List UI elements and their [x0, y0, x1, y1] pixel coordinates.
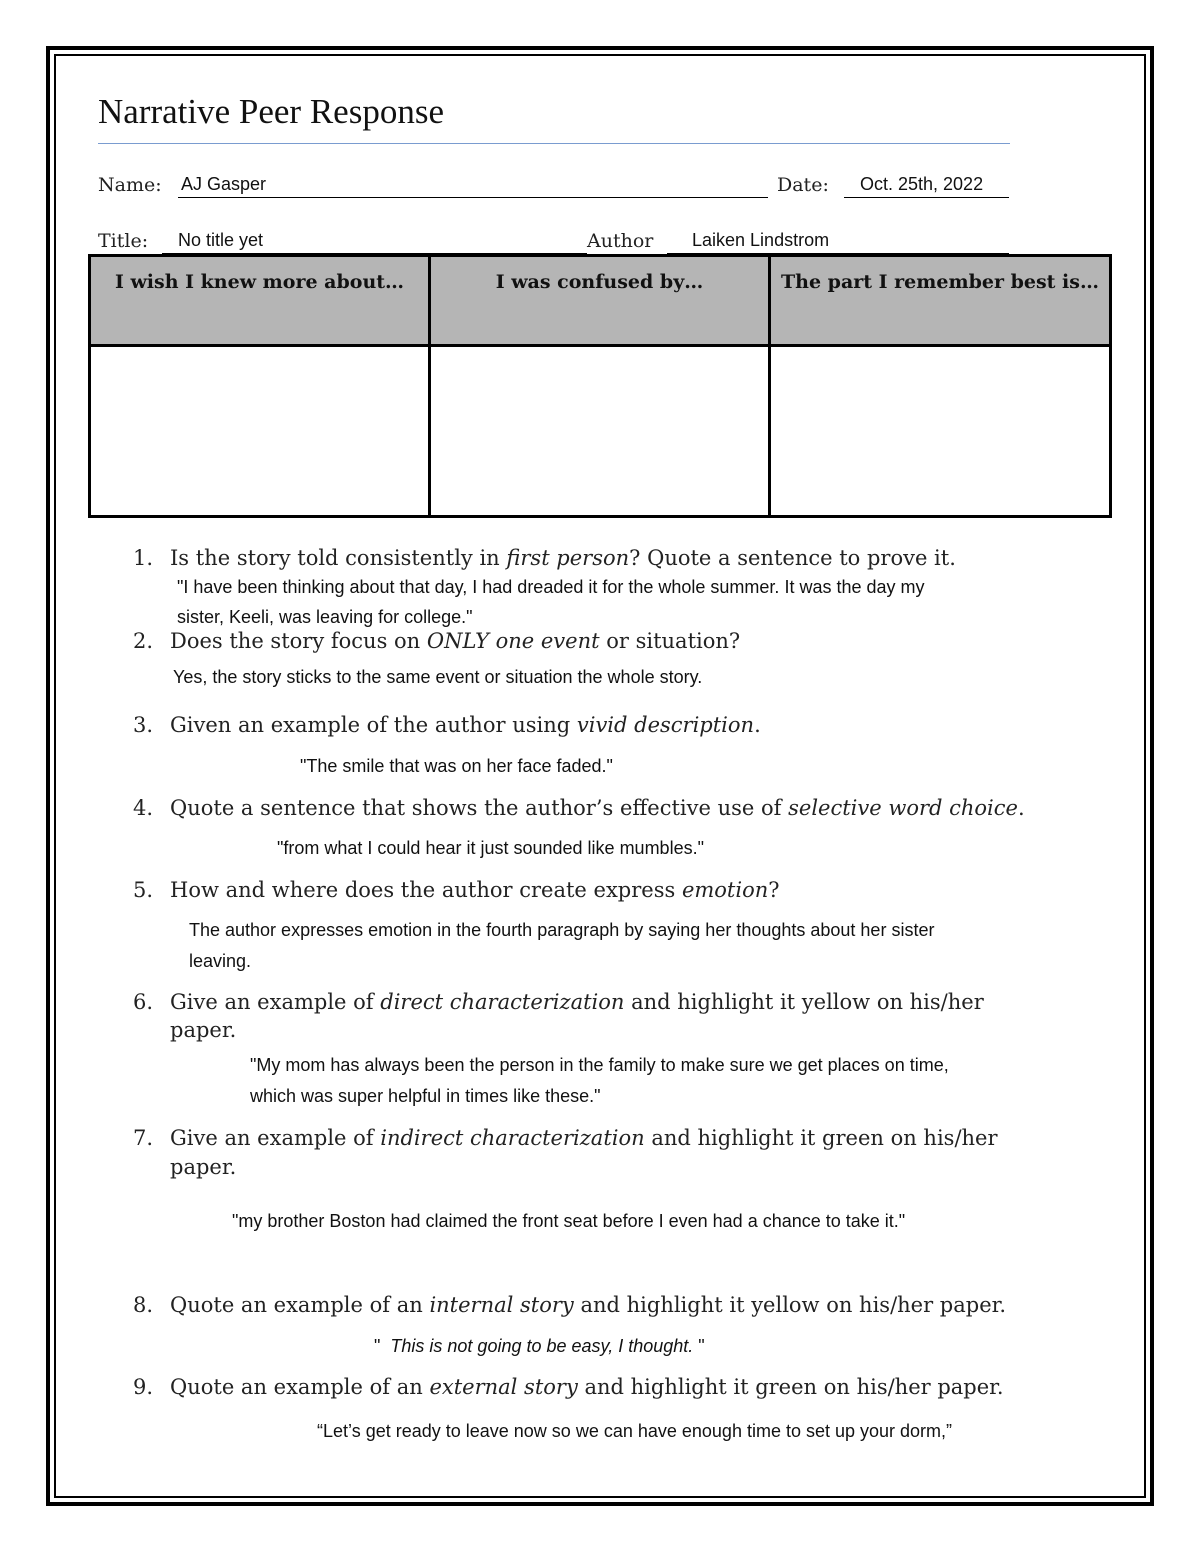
question-text: Given an example of the author using vivid description. — [170, 713, 761, 737]
question-number: 7. — [133, 1126, 154, 1150]
question-number: 2. — [133, 629, 154, 653]
question-text: Quote an example of an internal story and highlight it yellow on his/her paper. — [170, 1293, 1007, 1317]
question-text: Does the story focus on ONLY one event or situation? — [170, 629, 741, 653]
answer-text: "I have been thinking about that day, I had dreaded it for the whole summer. It was the day my — [177, 577, 925, 597]
question-text: Quote a sentence that shows the author’s effective use of selective word choice. — [170, 796, 1025, 820]
question-text: Quote an example of an external story and highlight it green on his/her paper. — [170, 1375, 1004, 1399]
question-text: Is the story told consistently in first person? Quote a sentence to prove it. — [170, 546, 956, 570]
name-label: Name: — [98, 174, 162, 196]
response-cell-wish[interactable] — [90, 346, 430, 517]
response-cell-confused[interactable] — [429, 346, 769, 517]
page-title: Narrative Peer Response — [98, 92, 444, 131]
column-header-remember: The part I remember best is… — [769, 256, 1110, 346]
answer-text: "The smile that was on her face faded." — [300, 756, 613, 776]
date-underline — [844, 197, 1009, 198]
date-label: Date: — [777, 174, 829, 196]
answer-text: which was super helpful in times like these." — [250, 1086, 601, 1106]
question-text-continued: paper. — [170, 1018, 237, 1042]
name-underline — [178, 197, 768, 198]
date-field[interactable]: Oct. 25th, 2022 — [860, 174, 984, 194]
answer-text: " This is not going to be easy, I thought. " — [374, 1336, 705, 1356]
column-header-confused: I was confused by… — [429, 256, 769, 346]
title-label: Title: — [98, 230, 149, 252]
answer-text: Yes, the story sticks to the same event or situation the whole story. — [173, 667, 703, 687]
question-text-continued: paper. — [170, 1155, 237, 1179]
name-field[interactable]: AJ Gasper — [181, 174, 267, 194]
title-rule — [98, 143, 1010, 144]
question-number: 6. — [133, 990, 154, 1014]
response-table — [88, 254, 1112, 518]
column-header-wish: I wish I knew more about… — [90, 256, 430, 346]
answer-text: “Let’s get ready to leave now so we can have enough time to set up your dorm,” — [317, 1421, 953, 1441]
question-number: 1. — [133, 546, 154, 570]
question-text: Give an example of indirect characterization and highlight it green on his/her — [170, 1126, 998, 1150]
author-label: Author — [587, 230, 654, 252]
answer-text: "My mom has always been the person in the family to make sure we get places on time, — [250, 1055, 949, 1075]
answer-text: The author expresses emotion in the fourth paragraph by saying her thoughts about her sister — [189, 920, 935, 940]
question-number: 3. — [133, 713, 154, 737]
question-number: 9. — [133, 1375, 154, 1399]
answer-text: "from what I could hear it just sounded like mumbles." — [277, 838, 704, 858]
question-number: 5. — [133, 878, 154, 902]
author-field[interactable]: Laiken Lindstrom — [692, 230, 830, 250]
question-number: 4. — [133, 796, 154, 820]
answer-text: leaving. — [189, 951, 252, 971]
answer-text: sister, Keeli, was leaving for college." — [177, 607, 473, 627]
answer-text: "my brother Boston had claimed the front seat before I even had a chance to take it." — [232, 1211, 906, 1231]
title-field[interactable]: No title yet — [178, 230, 264, 250]
response-cell-remember[interactable] — [769, 346, 1110, 517]
question-text: Give an example of direct characterization and highlight it yellow on his/her — [170, 990, 984, 1014]
question-text: How and where does the author create express emotion? — [170, 878, 780, 902]
question-number: 8. — [133, 1293, 154, 1317]
